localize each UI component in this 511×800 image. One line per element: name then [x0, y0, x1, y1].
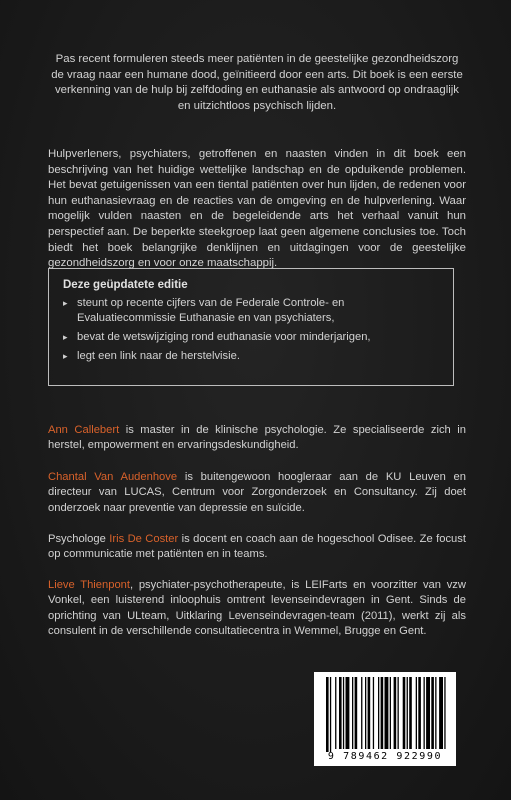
barcode-bar: [365, 677, 366, 749]
author-bio-text: is master in de klinische psychologie. Ze specialiseerde zich in herstel, empowerment en ervaringsdeskundigheid.: [48, 424, 466, 452]
author-bio-prefix: Psychologe: [48, 533, 110, 545]
author-name: Chantal Van Audenhove: [48, 471, 178, 483]
barcode-number: 9 789462 922990: [327, 751, 443, 762]
list-item-text: bevat de wetswijziging rond euthanasie voor minderjarigen,: [77, 331, 371, 343]
author-name: Lieve Thienpont: [48, 579, 131, 591]
isbn-barcode: [314, 672, 456, 766]
bullet-arrow-icon: ▸: [63, 298, 68, 308]
barcode-bar: [398, 677, 399, 749]
barcode-bar: [418, 677, 421, 749]
barcode-bar: [431, 677, 434, 749]
barcode-bar: [444, 677, 445, 749]
barcode-bar: [352, 677, 353, 749]
bullet-arrow-icon: ▸: [63, 332, 68, 342]
blurb-description: Hulpverleners, psychiaters, getroffenen en naasten vinden in dit boek een beschrijving van het huidige wettelijke landschap en de opduikende problemen. Het bevat getuigenissen van een tiental patiënten over hun lijden, de redenen voor hun euthanasievraag en de reacties van de omgeving en de hulpverlening. Waar mogelijk vulden naasten en de begeleidende arts het verhaal vanuit hun perspectief aan. De beperkte steekgroep laat geen algemene conclusies toe. Toch biedt het boek belangrijke denklijnen en uitdagingen voor de geestelijke gezondheidszorg en voor onze maatschappij.: [48, 148, 466, 270]
barcode-bar: [368, 677, 371, 749]
barcode-bar: [381, 677, 384, 749]
barcode-bar: [385, 677, 389, 749]
list-item-text: legt een link naar de herstelvisie.: [77, 350, 240, 362]
author-bio-text: is buitengewoon hoogleraar aan de KU Leuven en directeur van LUCAS, Centrum voor Zorgonderzoek en Consultancy. Zij doet onderzoek naar preventie van depressie en suïcide.: [48, 471, 466, 514]
list-item: [63, 296, 439, 326]
barcode-bar: [330, 677, 331, 752]
barcode-bar: [403, 677, 406, 749]
blurb-intro: Pas recent formuleren steeds meer patiënten in de geestelijke gezondheidszorg de vraag naar een humane dood, geïnitieerd door een arts. Dit boek is een eerste verkenning van de hulp bij zelfdoding en euthanasie als antwoord op ondraaglijk en uitzichtloos psychisch lijden.: [51, 53, 463, 112]
barcode-bar: [326, 677, 329, 752]
barcode-bar: [339, 677, 342, 749]
barcode-bar: [426, 677, 430, 749]
barcode-bar: [439, 677, 443, 749]
list-item: [63, 349, 439, 364]
bullet-arrow-icon: ▸: [63, 351, 68, 361]
barcode-bar: [378, 677, 379, 749]
barcode-bar: [346, 677, 350, 749]
author-bio-text: , psychiater-psychotherapeute, is LEIFarts en voorzitter van vzw Vonkel, een luisterend inloophuis omtrent levenseindevragen in Gent. Sinds de oprichting van ULteam, Uitklaring Levenseindevragen-team (2011), werkt zij als consulent in de verschillende consultatiecentra in Wemmel, Brugge en Gent.: [48, 579, 466, 638]
edition-highlights-list: [63, 296, 439, 364]
barcode-bar: [373, 677, 374, 749]
list-item-text: steunt op recente cijfers van de Federale Controle- en Evaluatiecommissie Euthanasie en van psychiaters,: [77, 297, 345, 324]
author-bio: [48, 578, 466, 640]
author-bio: [48, 470, 466, 516]
author-bio-text: is docent en coach aan de hogeschool Odisee. Ze focust op communicatie met patiënten en in teams.: [48, 533, 466, 561]
author-name: Ann Callebert: [48, 424, 120, 436]
author-bio: [48, 532, 466, 563]
barcode-bar: [394, 677, 397, 749]
barcode-bar: [424, 677, 425, 749]
barcode-bar: [416, 677, 417, 749]
barcode-bar: [407, 677, 408, 749]
barcode-bar: [343, 677, 344, 749]
barcode-bar: [390, 677, 391, 749]
barcode-bar: [409, 677, 412, 749]
edition-highlights-box: [48, 268, 454, 386]
author-bio: [48, 423, 466, 454]
barcode-bars: [314, 672, 456, 752]
barcode-bar: [435, 677, 436, 749]
list-item: [63, 330, 439, 345]
barcode-bar: [335, 677, 336, 749]
edition-box-title: Deze geüpdatete editie: [63, 279, 188, 291]
barcode-bar: [361, 677, 362, 749]
author-name: Iris De Coster: [109, 533, 179, 545]
barcode-bar: [355, 677, 358, 749]
